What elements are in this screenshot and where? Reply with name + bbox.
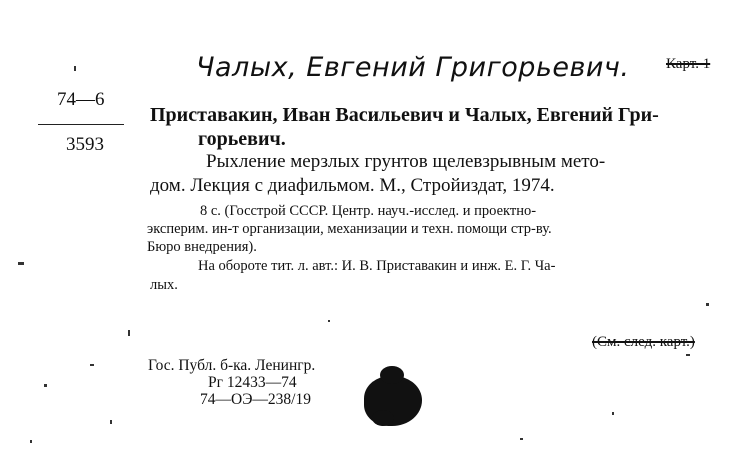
library-stamp-line-1: Гос. Публ. б-ка. Ленингр.	[148, 357, 316, 374]
notes-line-2: эксперим. ин-т организации, механизации и техн. помощи стр-ву.	[147, 221, 552, 237]
scan-speck	[30, 440, 32, 443]
continued-note-struck: (См. след. карт.)	[592, 334, 695, 350]
notes-line-3: Бюро внедрения).	[147, 239, 257, 255]
scan-speck	[612, 412, 614, 415]
ink-blot-edge	[380, 366, 404, 384]
author-line-1: Приставакин, Иван Васильевич и Чалых, Евгений Гри-	[150, 104, 659, 126]
author-line-2: горьевич.	[198, 128, 286, 150]
scan-speck	[18, 262, 24, 265]
scan-speck	[520, 438, 523, 440]
scan-speck	[128, 330, 130, 336]
verso-note-line-2: лых.	[150, 277, 178, 293]
shelf-mark-bottom: 3593	[66, 134, 104, 155]
title-line-2: дом. Лекция с диафильмом. М., Стройиздат, 1974.	[150, 175, 555, 196]
scan-speck	[74, 66, 76, 71]
shelf-mark-divider	[38, 124, 124, 125]
notes-line-1: 8 с. (Госстрой СССР. Центр. науч.-исслед. и проектно-	[200, 203, 537, 219]
ink-blot-drip	[372, 410, 394, 426]
scan-speck	[328, 320, 330, 322]
shelf-mark-top: 74—6	[57, 89, 105, 110]
scan-speck	[90, 364, 94, 366]
scan-speck	[44, 384, 47, 387]
scan-speck	[706, 303, 709, 306]
library-stamp-line-3: 74—ОЭ—238/19	[200, 391, 311, 408]
title-line-1: Рыхление мерзлых грунтов щелевзрывным мето-	[206, 151, 606, 172]
scan-speck	[110, 420, 112, 424]
verso-note-line-1: На обороте тит. л. авт.: И. В. Приставакин и инж. Е. Г. Ча-	[198, 258, 556, 274]
library-stamp-line-2: Рг 12433—74	[208, 374, 297, 391]
handwritten-heading: Чалых, Евгений Григорьевич.	[196, 52, 630, 83]
scan-speck	[686, 354, 690, 356]
card-number-struck: Карт. 1	[666, 56, 711, 72]
